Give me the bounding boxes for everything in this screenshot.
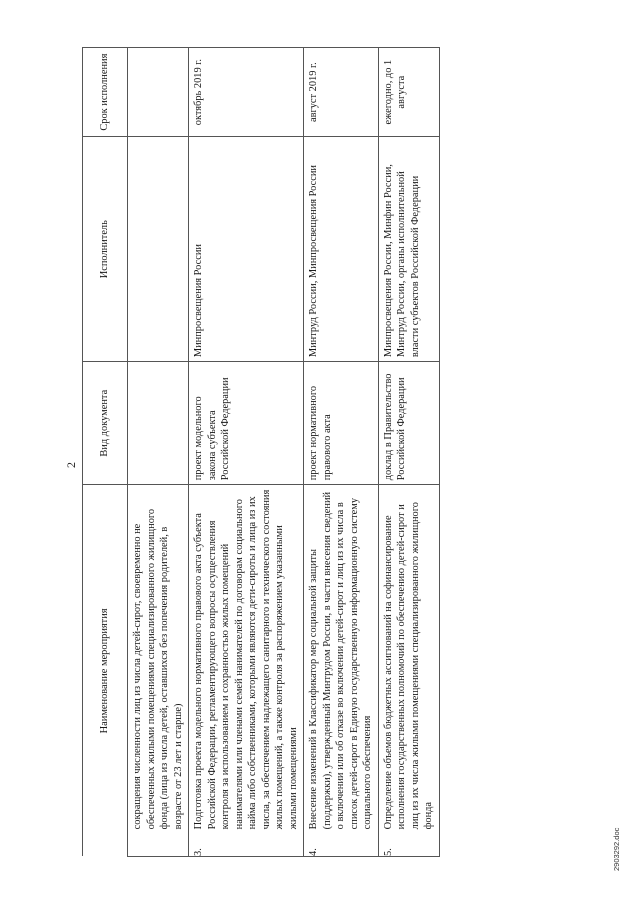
measure-name: Определение объемов бюджетных ассигнований на софинансирование исполнения государственных полномочий по обеспечению детей-сирот и лиц из их числа жилыми помещениями специализированного жилищного фонда (378, 485, 439, 834)
document-type: доклад в Правительство Российской Федерации (378, 362, 439, 485)
table-row (128, 48, 189, 857)
document-type: проект нормативного правового акта (304, 362, 379, 485)
header-name: Наименование мероприятия (83, 485, 128, 857)
header-term: Срок исполнения (83, 48, 128, 137)
row-number: 5. (378, 833, 439, 856)
header-doc-type: Вид документа (83, 362, 128, 485)
measure-name: Подготовка проекта модельного нормативного правового акта субъекта Российской Федерации, регламентирующего вопросы осуществления контроля за использованием и сохранностью жилых помещений нанимателями или членами семей нанимателей по договорам социального найма либо собственниками, которыми являются дети-сироты и лица из их числа, за обеспечением надлежащего санитарного и технического состояния жилых помещений, а также контроля за распоряжением указанными жилыми помещениями (189, 485, 304, 834)
executor: Минпросвещения России (189, 137, 304, 362)
executor: Минпросвещения России, Минфин России, Минтруд России, органы исполнительной власти субъектов Российской Федерации (378, 137, 439, 362)
deadline: октябрь 2019 г. (189, 48, 304, 137)
deadline: ежегодно, до 1 августа (378, 48, 439, 137)
executor: Минтруд России, Минпросвещения России (304, 137, 379, 362)
table-row (304, 48, 379, 857)
measures-table (82, 47, 440, 857)
table-header-row (83, 48, 128, 857)
page-number: 2 (64, 462, 78, 468)
deadline: август 2019 г. (304, 48, 379, 137)
file-footer: 2903292.doc (612, 827, 621, 871)
header-executor: Исполнитель (83, 137, 128, 362)
table-row (189, 48, 304, 857)
row-number (128, 833, 189, 856)
row-number: 4. (304, 833, 379, 856)
table-row (378, 48, 439, 857)
document-type: проект модельного закона субъекта Российской Федерации (189, 362, 304, 485)
measure-name: Внесение изменений в Классификатор мер социальной защиты (поддержки), утвержденный Минтрудом России, в части внесения сведений о включении или об отказе во включении детей-сирот и лиц из их числа в список детей-сирот в Единую государственную информационную систему социального обеспечения (304, 485, 379, 834)
row-number: 3. (189, 833, 304, 856)
continuation-text: сокращения численности лиц из числа детей-сирот, своевременно не обеспеченных жилыми помещениями специализированного жилищного фонда (лица из числа детей, оставшихся без попечения родителей, в возрасте от 23 лет и старше) (128, 485, 189, 834)
